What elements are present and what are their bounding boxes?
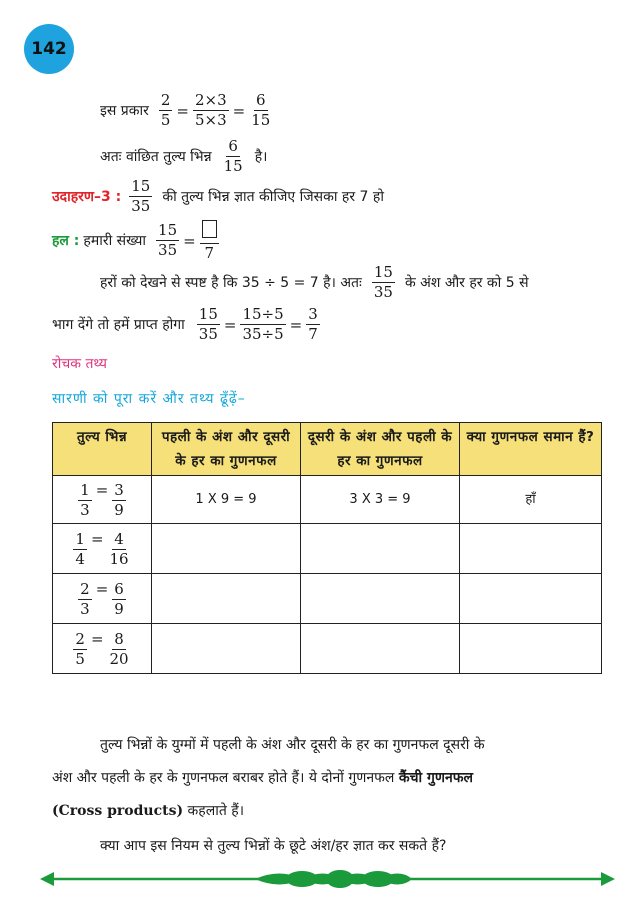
product-2-cell [301, 624, 460, 674]
equivalent-pair: $\frac{2}{3}$ = $\frac{6}{9}$ [53, 574, 152, 624]
fraction: $\frac{15}{35}$ [158, 221, 178, 259]
fraction: $\frac{2}{5}$ [75, 630, 85, 668]
line-6-text: भाग देंगे तो हमें प्राप्त होगा [52, 317, 185, 333]
facts-heading: रोचक तथ्य [52, 356, 107, 372]
solution: हल : हमारी संख्या $\frac{15}{35}$ = 7 [52, 220, 221, 261]
fraction: $\frac{8}{20}$ [109, 630, 129, 668]
solution-label: हल : [52, 233, 80, 249]
cross-products-hindi: कैंची गुणनफल [398, 770, 474, 786]
fraction: $\frac{15}{35}$ [198, 305, 218, 343]
line-6: भाग देंगे तो हमें प्राप्त होगा $\frac{15}{35}$ = $\frac{15\div 5}{35\div 5}$ = $\frac{3}{7}$ [52, 305, 318, 343]
fraction: $\frac{3}{7}$ [308, 305, 318, 343]
table-row [53, 574, 602, 624]
paragraph-line-1: तुल्य भिन्नों के युग्मों में पहली के अंश और दूसरी के हर का गुणनफल दूसरी के [100, 737, 485, 753]
cross-products-english: (Cross products) [52, 803, 184, 819]
are-equal-cell [460, 624, 602, 674]
product-1-cell [152, 524, 301, 574]
fraction: $\frac{6}{9}$ [114, 580, 124, 618]
table-row [53, 624, 602, 674]
line-2 [100, 139, 267, 174]
fraction: $\frac{15}{35}$ [373, 263, 393, 301]
product-1-cell: 1 X 9 = 9 [152, 476, 301, 524]
solution-text: हमारी संख्या [83, 233, 147, 249]
are-equal-cell [460, 574, 602, 624]
are-equal-cell: हाँ [460, 476, 602, 524]
line-2-end: है। [254, 149, 268, 165]
fraction: $\frac{1}{3}$ [80, 481, 90, 519]
fraction-unknown: 7 [200, 220, 219, 261]
product-2-cell [301, 574, 460, 624]
line-5-text: हरों को देखने से स्पष्ट है कि 35 ÷ 5 = 7 है। अतः [100, 275, 362, 291]
product-1-cell [152, 624, 301, 674]
fraction: $\frac{2\times 3}{5\times 3}$ [194, 91, 227, 129]
line-5 [100, 265, 529, 300]
decorative-divider-icon [40, 866, 615, 892]
page-number: 142 [31, 39, 67, 59]
equivalent-pair: $\frac{1}{4}$ = $\frac{4}{16}$ [53, 524, 152, 574]
blank-box-icon [202, 220, 217, 238]
example-3 [52, 179, 384, 214]
header-product-2: दूसरी के अंश और पहली के हर का गुणनफल [301, 423, 460, 476]
table-heading: सारणी को पूरा करें और तथ्य ढूँढ़ें– [52, 391, 246, 407]
fraction: $\frac{3}{9}$ [114, 481, 124, 519]
table-row [53, 524, 602, 574]
product-2-cell [301, 524, 460, 574]
equivalent-pair: $\frac{1}{3}$ = $\frac{3}{9}$ [53, 476, 152, 524]
fraction: $\frac{1}{4}$ [75, 530, 85, 568]
fraction: $\frac{15\div 5}{35\div 5}$ [242, 305, 284, 343]
line-1: इस प्रकार $\frac{2}{5}$ = $\frac{2\times 3}{5\times 3}$ = $\frac{6}{15}$ [100, 91, 271, 129]
fraction: $\frac{2}{3}$ [80, 580, 90, 618]
paragraph-line-2: अंश और पहली के हर के गुणनफल बराबर होते हैं। ये दोनों गुणनफल कैंची गुणनफल [52, 770, 474, 786]
line-2-text: अतः वांछित तुल्य भिन्न [100, 149, 212, 165]
fraction: $\frac{6}{15}$ [223, 137, 243, 175]
facts-table [52, 422, 602, 674]
line-1-text: इस प्रकार [100, 103, 149, 119]
line-5-end: के अंश और हर को 5 से [404, 275, 529, 291]
example-text: की तुल्य भिन्न ज्ञात कीजिए जिसका हर 7 हो [162, 189, 384, 205]
fraction: $\frac{4}{16}$ [109, 530, 129, 568]
equivalent-pair: $\frac{2}{5}$ = $\frac{8}{20}$ [53, 624, 152, 674]
fraction: $\frac{15}{35}$ [131, 177, 151, 215]
table-row [53, 476, 602, 524]
fraction: $\frac{6}{15}$ [251, 91, 271, 129]
header-equivalent-fractions: तुल्य भिन्न [53, 423, 152, 476]
header-product-1: पहली के अंश और दूसरी के हर का गुणनफल [152, 423, 301, 476]
fraction: $\frac{2}{5}$ [160, 91, 171, 129]
page-number-badge [24, 24, 74, 74]
product-2-cell: 3 X 3 = 9 [301, 476, 460, 524]
header-are-equal: क्या गुणनफल समान हैं? [460, 423, 602, 476]
are-equal-cell [460, 524, 602, 574]
question-line: क्या आप इस नियम से तुल्य भिन्नों के छूटे अंश/हर ज्ञात कर सकते हैं? [100, 838, 447, 854]
product-1-cell [152, 574, 301, 624]
example-label: उदाहरण–3 : [52, 189, 122, 205]
paragraph-line-3: (Cross products) कहलाते हैं। [52, 803, 245, 819]
